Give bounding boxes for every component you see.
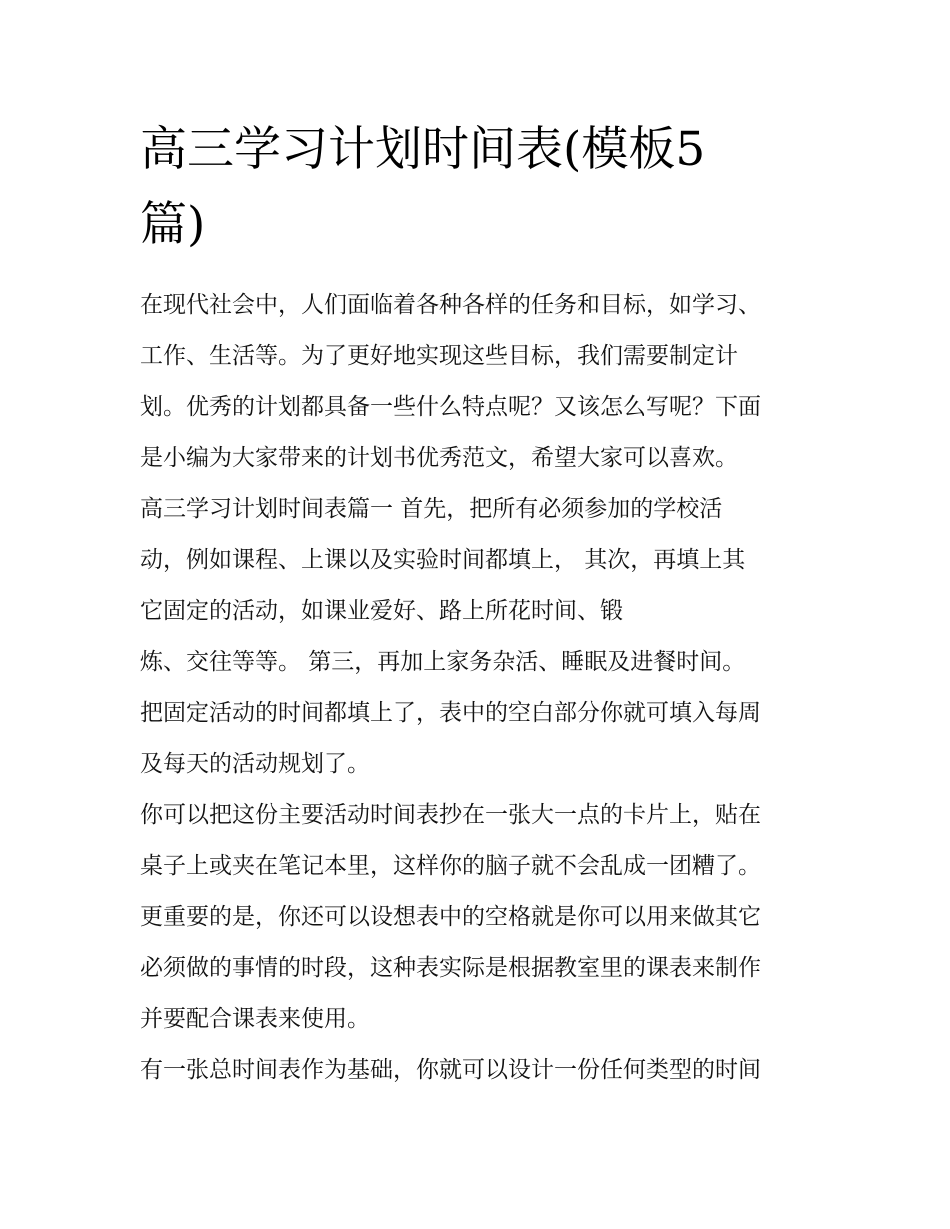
body-line: 把固定活动的时间都填上了，表中的空白部分你就可填入每周 bbox=[140, 700, 761, 726]
body-line: 必须做的事情的时段，这种表实际是根据教室里的课表来制作 bbox=[140, 955, 761, 981]
document-title bbox=[140, 112, 820, 262]
title-line-1: 高三学习计划时间表(模板5 bbox=[140, 122, 706, 177]
body-line: 动，例如课程、上课以及实验时间都填上， 其次，再填上其 bbox=[140, 547, 746, 573]
body-line: 你可以把这份主要活动时间表抄在一张大一点的卡片上，贴在 bbox=[140, 802, 761, 828]
body-line: 高三学习计划时间表篇一 首先，把所有必须参加的学校活 bbox=[140, 496, 723, 522]
body-line: 划。优秀的计划都具备一些什么特点呢？又该怎么写呢？下面 bbox=[140, 394, 761, 420]
body-line: 桌子上或夹在笔记本里，这样你的脑子就不会乱成一团糟了。 bbox=[140, 853, 761, 879]
body-line: 它固定的活动，如课业爱好、路上所花时间、锻 bbox=[140, 598, 623, 624]
document-body bbox=[140, 280, 820, 1096]
body-line: 炼、交往等等。 第三，再加上家务杂活、睡眠及进餐时间。 bbox=[140, 649, 746, 675]
body-line: 工作、生活等。为了更好地实现这些目标，我们需要制定计 bbox=[140, 343, 738, 369]
body-line: 并要配合课表来使用。 bbox=[140, 1006, 370, 1032]
body-line: 及每天的活动规划了。 bbox=[140, 751, 370, 777]
title-line-2: 篇) bbox=[140, 197, 206, 252]
body-line: 是小编为大家带来的计划书优秀范文，希望大家可以喜欢。 bbox=[140, 445, 738, 471]
body-line: 有一张总时间表作为基础，你就可以设计一份任何类型的时间 bbox=[140, 1057, 761, 1083]
body-line: 更重要的是，你还可以设想表中的空格就是你可以用来做其它 bbox=[140, 904, 761, 930]
body-line: 在现代社会中，人们面临着各种各样的任务和目标，如学习、 bbox=[140, 292, 761, 318]
